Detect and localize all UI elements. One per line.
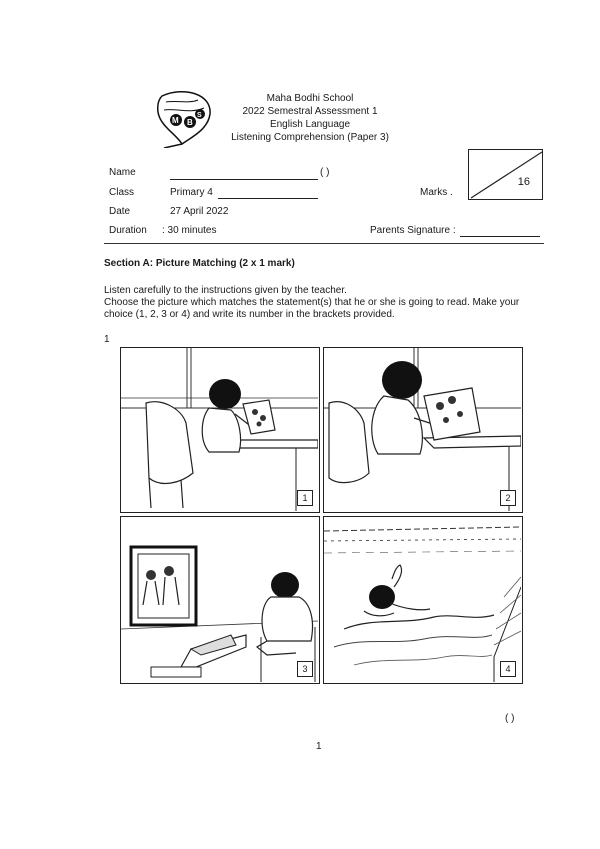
picture-option-3[interactable] — [120, 516, 320, 684]
parents-signature-line[interactable] — [460, 236, 540, 237]
class-label: Class — [109, 187, 135, 198]
question-number: 1 — [104, 334, 110, 345]
svg-text:S: S — [197, 112, 202, 119]
page-number: 1 — [316, 741, 322, 752]
answer-brackets[interactable]: ( ) — [505, 713, 515, 724]
svg-text:M: M — [172, 116, 179, 125]
option-number-3: 3 — [297, 661, 313, 677]
subject-title: English Language — [269, 119, 351, 130]
marks-label: Marks . — [420, 187, 453, 198]
option-number-4: 4 — [500, 661, 516, 677]
option-number-1: 1 — [297, 490, 313, 506]
parents-signature-label: Parents Signature : — [370, 225, 456, 236]
school-name: Maha Bodhi School — [266, 93, 354, 104]
marks-total: 16 — [517, 176, 530, 188]
boy-watching-tv-illustration — [121, 517, 318, 682]
boy-reading-close-illustration — [324, 348, 521, 511]
instruction-line-2: Choose the picture which matches the statement(s) that he or she is going to read. Make your — [104, 297, 520, 308]
assessment-title: 2022 Semestral Assessment 1 — [242, 106, 378, 117]
instruction-line-3: choice (1, 2, 3 or 4) and write its number in the brackets provided. — [104, 309, 395, 320]
paper-title: Listening Comprehension (Paper 3) — [231, 132, 389, 143]
boy-swimming-illustration — [324, 517, 521, 682]
picture-option-1[interactable] — [120, 347, 320, 513]
date-label: Date — [109, 206, 131, 217]
duration-value: : 30 minutes — [162, 225, 217, 236]
picture-option-4[interactable] — [323, 516, 523, 684]
school-logo — [154, 86, 216, 148]
marks-box — [468, 149, 543, 200]
boy-reading-illustration — [121, 348, 318, 511]
instruction-line-1: Listen carefully to the instructions given by the teacher. — [104, 285, 347, 296]
duration-label: Duration — [109, 225, 147, 236]
date-value: 27 April 2022 — [170, 206, 229, 217]
option-number-2: 2 — [500, 490, 516, 506]
register-brackets: ( ) — [320, 167, 330, 178]
class-value: Primary 4 — [170, 187, 213, 198]
svg-text:B: B — [187, 118, 193, 127]
name-line[interactable] — [170, 179, 318, 180]
section-title: Section A: Picture Matching (2 x 1 mark) — [104, 258, 295, 269]
class-line[interactable] — [218, 198, 318, 199]
name-label: Name — [109, 167, 136, 178]
marks-divider — [469, 150, 544, 201]
header-divider — [104, 243, 544, 244]
picture-option-2[interactable] — [323, 347, 523, 513]
